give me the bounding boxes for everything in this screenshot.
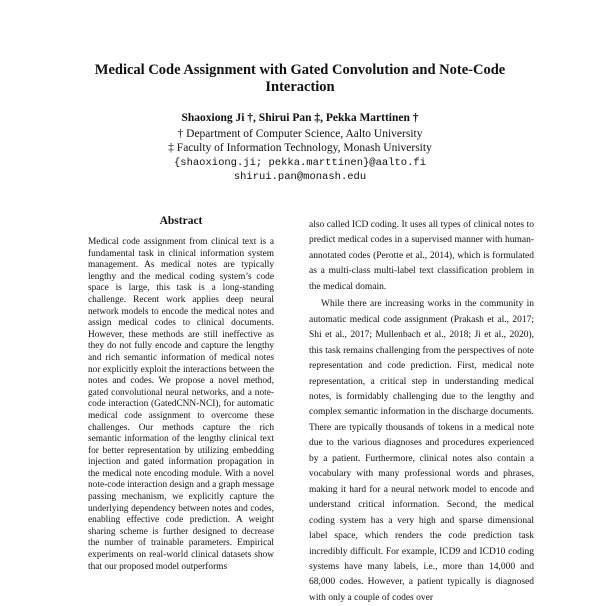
- introduction-column: [309, 218, 534, 606]
- intro-paragraph: While there are increasing works in the community in automatic medical code assignment (Prakash et al., 2017; Shi et al., 2017; Mullenbach et al., 2018; Ji et al., 2020), this task remains challenging from the perspectives of note representation and code prediction. First, medical note representation, a critical step in understanding medical notes, is formidably challenging due to the lengthy and complex semantic information in the discharge documents. There are typically thousands of tokens in a medical note due to the various diagnoses and procedures experienced by a patient. Furthermore, clinical notes also contain a vocabulary with many professional words and phrases, making it hard for a neural network model to encode and understand critical information. Second, the medical coding system has a very high and sparse dimensional label space, which renders the code prediction task incredibly difficult. For example, ICD9 and ICD10 coding systems have many labels, i.e., more than 14,000 and 68,000 codes. However, a patient typically is diagnosed with only a couple of codes over: [309, 299, 534, 603]
- abstract-heading: Abstract: [159, 215, 203, 227]
- author-email-aalto: {shaoxiong.ji; pekka.marttinen}@aalto.fi: [173, 157, 427, 169]
- affiliation-monash: ‡ Faculty of Information Technology, Monash University: [168, 142, 432, 154]
- abstract-column: [88, 237, 274, 573]
- paper-title: Medical Code Assignment with Gated Convolution and Note-Code Interaction: [94, 62, 506, 95]
- author-email-monash: shirui.pan@monash.edu: [233, 171, 367, 183]
- author-list: Shaoxiong Ji †, Shirui Pan ‡, Pekka Marttinen †: [181, 112, 419, 124]
- affiliation-aalto: † Department of Computer Science, Aalto University: [177, 128, 423, 140]
- intro-paragraph: also called ICD coding. It uses all types of clinical notes to predict medical codes in a supervised manner with human-annotated codes (Perotte et al., 2014), which is formulated as a multi-class multi-label text classification problem in the medical domain.: [309, 220, 534, 292]
- abstract-text: Medical code assignment from clinical text is a fundamental task in clinical information system management. As medical notes are typically lengthy and the medical coding system’s code space is large, this task is a long-standing challenge. Recent work applies deep neural network models to encode the medical notes and assign medical codes to clinical documents. However, these methods are still ineffective as they do not fully encode and capture the lengthy and rich semantic information of medical notes nor explicitly exploit the interactions between the notes and codes. We propose a novel method, gated convolutional neural networks, and a note-code interaction (GatedCNN-NCI), for automatic medical code assignment to overcome these challenges. Our methods capture the rich semantic information of the lengthy clinical text for better representation by utilizing embedding injection and gated information propagation in the medical note encoding module. With a novel note-code interaction design and a graph message passing mechanism, we explicitly capture the underlying dependency between notes and codes, enabling effective code prediction. A weight sharing scheme is further designed to decrease the number of trainable parameters. Empirical experiments on real-world clinical datasets show that our proposed model outperforms: [88, 237, 274, 572]
